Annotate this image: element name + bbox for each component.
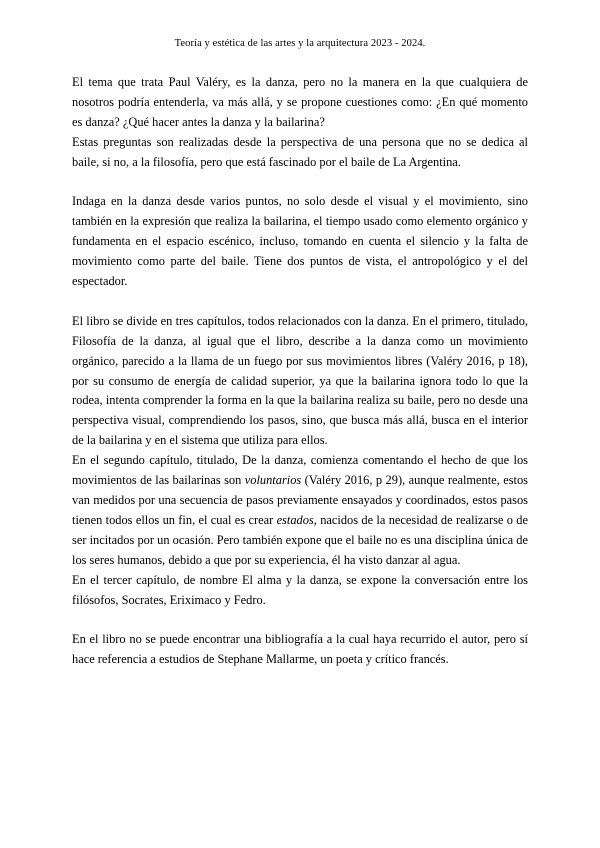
paragraph-5-italic-voluntarios: voluntarios xyxy=(244,473,302,488)
paragraph-3: Indaga en la danza desde varios puntos, no solo desde el visual y el movimiento, sino también en la expresión que realiza la bailarina, el tiempo usado como elemento orgánico y fundamenta en el espacio escénico, incluso, tomando en cuenta el silencio y la falta de movimiento como parte del baile. Tiene dos puntos de vista, el antropológico y el del espectador. xyxy=(72,194,528,289)
paragraph-gap xyxy=(72,173,528,193)
paragraph-4: El libro se divide en tres capítulos, todos relacionados con la danza. En el primero, titulado, Filosofía de la danza, al igual que el libro, describe a la danza como un movimiento orgánico, parecido a la llama de un fuego por sus movimientos libres (Valéry 2016, p 18), por su consumo de energía de calidad superior, ya que la bailarina ignora todo lo que la rodea, intenta comprender la forma en la que la bailarina realiza su baile, pero no desde una perspectiva visual, comprendiendo los pasos, sino, que busca más allá, busca en el interior de la bailarina y en el sistema que utiliza para ellos. xyxy=(72,313,528,448)
paragraph-1: El tema que trata Paul Valéry, es la danza, pero no la manera en la que cualquiera de nosotros podría entenderla, va más allá, y se propone cuestiones como: ¿En qué momento es danza? ¿Qué hacer antes la danza y la bailarina? xyxy=(72,75,528,129)
paragraph-gap xyxy=(72,292,528,312)
paragraph-5-italic-estados: estados xyxy=(276,512,314,527)
paragraph-5 xyxy=(72,451,528,570)
document-body xyxy=(72,73,528,670)
paragraph-gap xyxy=(72,610,528,630)
paragraph-7: En el libro no se puede encontrar una bibliografía a la cual haya recurrido el autor, pero sí hace referencia a estudios de Stephane Mallarme, un poeta y crítico francés. xyxy=(72,632,528,667)
page-header: Teoría y estética de las artes y la arquitectura 2023 - 2024. xyxy=(174,38,426,49)
paragraph-2: Estas preguntas son realizadas desde la perspectiva de una persona que no se dedica al baile, si no, a la filosofía, pero que está fascinado por el baile de La Argentina. xyxy=(72,134,528,169)
paragraph-5-part-a: En el segundo capítulo, titulado, De la danza, comienza comentando el hecho de que los movimientos de las bailarinas son xyxy=(72,453,528,488)
paragraph-6: En el tercer capítulo, de nombre El alma y la danza, se expone la conversación entre los filósofos, Socrates, Eriximaco y Fedro. xyxy=(72,572,528,607)
paragraph-5-part-e: , nacidos de la necesidad de realizarse o de ser incitados por un ocasión. Pero también expone que el baile no es una disciplina única de los seres humanos, debido a que por su experiencia, él ha visto danzar al agua. xyxy=(72,512,528,567)
paragraph-5-part-c: (Valéry 2016, p 29), aunque realmente, estos van medidos por una secuencia de pasos previamente ensayados y coordinados, estos pasos tienen todos ellos un fin, el cual es crear xyxy=(72,473,529,527)
